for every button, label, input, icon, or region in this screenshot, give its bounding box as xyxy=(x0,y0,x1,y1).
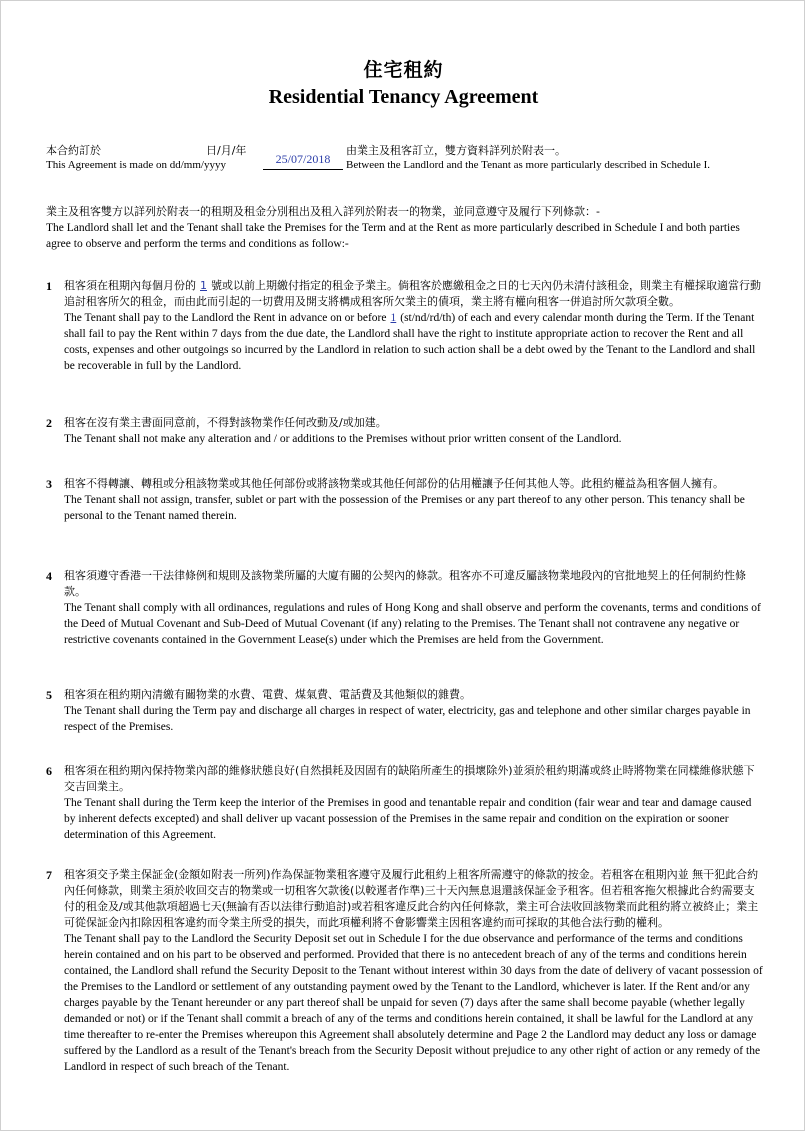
agreement-en-left: This Agreement is made on dd/mm/yyyy xyxy=(46,159,226,171)
clause-zh: 租客須遵守香港一干法律條例和規則及該物業所屬的大廈有關的公契內的條款。租客亦不可違反屬該物業地段內的官批地契上的任何制約性條款。 xyxy=(64,569,746,598)
intro-paragraph xyxy=(46,204,766,252)
clause-number: 1 xyxy=(46,279,52,293)
clause-zh: 租客在沒有業主書面同意前，不得對該物業作任何改動及/或加建。 xyxy=(64,416,387,429)
clause-en-part: (st/nd/rd/th) of each and every calendar month during the Term. If the Tenant shall fail to pay the Rent within 7 days from the due date, the Landlord shall have the right to institute appropriate action to recover the Rent and all costs, expenses and other outgoings so incurred by the Landlord in relation to such action shall be a debt owed by the Tenant to the Landlord and shall be recoverable in full by the Landlord. xyxy=(64,312,756,372)
agreement-zh-date-format: 日/月/年 xyxy=(206,144,247,157)
clause-number: 2 xyxy=(46,416,52,430)
clause-en xyxy=(64,310,764,374)
agreement-date-field[interactable]: 25/07/2018 xyxy=(263,149,343,170)
agreement-zh-right: 由業主及租客訂立，雙方資料詳列於附表一。 xyxy=(346,144,566,157)
clause-zh: 租客須在租約期內清繳有關物業的水費、電費、煤氣費、電話費及其他類似的雜費。 xyxy=(64,688,471,701)
intro-en: The Landlord shall let and the Tenant shall take the Premises for the Term and at the Rent as more particularly described in Schedule I and both parties agree to observe and perform the terms and conditions as follow:- xyxy=(46,222,740,250)
intro-zh: 業主及租客雙方以詳列於附表一的租期及租金分別租出及租入詳列於附表一的物業，並同意遵守及履行下列條款：- xyxy=(46,205,600,218)
clause-en: The Tenant shall not make any alteration and / or additions to the Premises without prior written consent of the Landlord. xyxy=(64,433,622,445)
agreement-en-right: Between the Landlord and the Tenant as more particularly described in Schedule I. xyxy=(346,159,711,171)
clause-zh xyxy=(64,278,764,310)
title-chinese: 住宅租約 xyxy=(363,59,444,81)
clause-zh: 租客須在租約期內保持物業內部的維修狀態良好(自然損耗及因固有的缺陷所產生的損壞除外)並須於租約期滿或終止時將物業在同樣維修狀態下交吉回業主。 xyxy=(64,764,755,793)
clause-number: 4 xyxy=(46,569,52,583)
title-english: Residential Tenancy Agreement xyxy=(268,86,539,108)
agreement-zh-left: 本合約訂於 xyxy=(46,144,101,157)
clause-zh-part: 租客須在租期內每個月份的 xyxy=(64,279,196,292)
clause-en: The Tenant shall during the Term pay and discharge all charges in respect of water, electricity, gas and telephone and other similar charges payable in respect of the Premises. xyxy=(64,705,751,733)
clause-en-part: The Tenant shall pay to the Landlord the Rent in advance on or before xyxy=(64,312,387,324)
clause-number: 3 xyxy=(46,477,52,491)
clause-en: The Tenant shall pay to the Landlord the Security Deposit set out in Schedule I for the due observance and performance of the terms and conditions herein contained and on his part to be observed and performed. Provided that there is no antecedent breach of any of the terms and conditions herein contained, the Landlord shall refund the Security Deposit to the Tenant without interest within 30 days from the date of delivery of vacant possession of the Premises to the Landlord or settlement of any outstanding payment owed by the Tenant to the Landlord, whichever is later. If the Rent and/or any charges payable by the Tenant hereunder or any part thereof shall be unpaid for seven (7) days after the same shall become payable (whether legally demanded or not) or if the Tenant shall commit a breach of any of the terms and conditions herein contained, it shall be lawful for the Landlord at any time thereafter to re-enter the Premises whereupon this Agreement shall absolutely determine and Page 2 the Landlord may deduct any loss or damage suffered by the Landlord as a result of the Tenant's breach from the Security Deposit without prejudice to any other right of action or any remedy of the Landlord in respect of such breach of the Tenant. xyxy=(64,933,763,1073)
clause-en: The Tenant shall comply with all ordinances, regulations and rules of Hong Kong and shall observe and perform the covenants, terms and conditions of the Deed of Mutual Covenant and Sub-Deed of Mutual Covenant (if any) relating to the Premises. The Tenant shall not contravene any negative or restrictive covenants contained in the Government Lease(s) under which the Premises are held from the Government. xyxy=(64,602,761,646)
clause-number: 5 xyxy=(46,688,52,702)
clause-number: 7 xyxy=(46,868,52,882)
clause-zh: 租客不得轉讓、轉租或分租該物業或其他任何部份或將該物業或其他任何部份的佔用權讓予任何其他人等。此租約權益為租客個人擁有。 xyxy=(64,477,724,490)
rent-day-field-en[interactable]: 1 xyxy=(390,312,397,324)
clause-zh: 租客須交予業主保証金(金額如附表一所列)作為保証物業租客遵守及履行此租約上租客所需遵守的條款的按金。若租客在租期內並 無干犯此合約內任何條款，則業主須於收回交吉的物業或一切租客欠款後(以較遲者作準)三十天內無息退還該保証金予租客。但若租客拖欠根據此合約需要支付的租金及/或其他款項超過七天(無論有否以法律行動追討)或若租客違反此合約內任何條款，業主可合法收回該物業而此租約將立被終止；業主可從保証金內扣除因租客違約而令業主所受的損失，而此項權利將不會影響業主因租客違約而可採取的其他合法行動的權利。 xyxy=(64,868,759,929)
clause-en: The Tenant shall not assign, transfer, sublet or part with the possession of the Premises or any part thereof to any other person. This tenancy shall be personal to the Tenant named therein. xyxy=(64,494,745,522)
clause-zh-part: 號或以前上期繳付指定的租金予業主。倘租客於應繳租金之日的七天內仍未清付該租金，則業主有權採取適當行動追討租客所欠的租金，而由此而引起的一切費用及開支將構成租客所欠業主的債項，業主將有權向租客一併追討所欠款項全數。 xyxy=(64,279,761,308)
clause-en: The Tenant shall during the Term keep the interior of the Premises in good and tenantable repair and condition (fair wear and tear and damage caused by inherent defects excepted) and shall deliver up vacant possession of the Premises in the same repair and condition on the expiration or sooner determination of this Agreement. xyxy=(64,797,752,841)
rent-day-field-zh[interactable]: 1 xyxy=(200,279,207,292)
clause-number: 6 xyxy=(46,764,52,778)
